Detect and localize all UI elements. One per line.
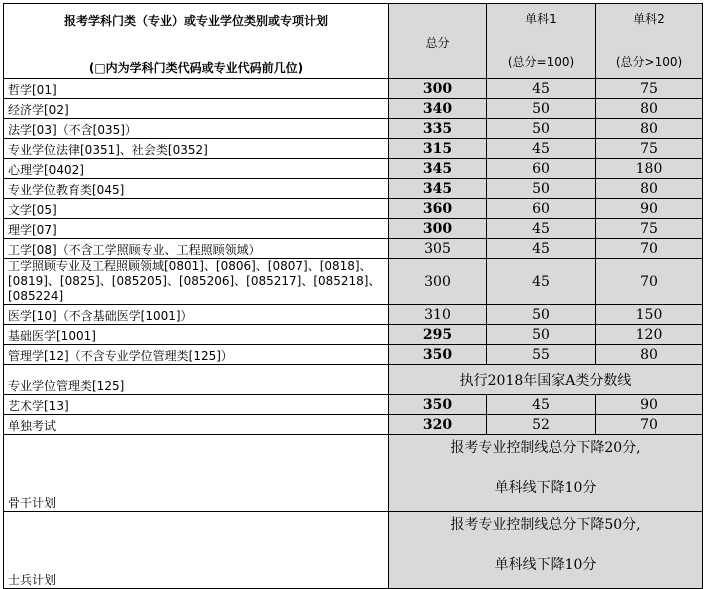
row-single2: 80	[596, 119, 703, 139]
row-single2: 90	[596, 395, 703, 415]
table-row	[4, 395, 703, 415]
table-row	[4, 345, 703, 365]
table-row	[4, 219, 703, 239]
header-category	[4, 4, 389, 79]
row-single1: 45	[487, 259, 596, 305]
row-single2: 75	[596, 79, 703, 99]
row-single2: 70	[596, 415, 703, 435]
row-single1: 45	[487, 239, 596, 259]
row-single1: 45	[487, 219, 596, 239]
header-row	[4, 4, 703, 79]
row-single2: 70	[596, 259, 703, 305]
row-category: 单独考试	[4, 415, 389, 435]
row-category: 专业学位教育类[045]	[4, 179, 389, 199]
row-single2: 80	[596, 345, 703, 365]
header-total: 总分	[389, 4, 487, 79]
table-row	[4, 365, 703, 395]
row-single1: 50	[487, 305, 596, 325]
table-row	[4, 239, 703, 259]
row-category: 工学照顾专业及工程照顾领域[0801]、[0806]、[0807]、[0818]、[0819]、[0825]、[085205]、[085206]、[085217]、[085218]、[085224]	[4, 259, 389, 305]
row-single1: 50	[487, 325, 596, 345]
table-row	[4, 415, 703, 435]
header-category-line2: (□内为学科门类代码或专业代码前几位)	[88, 61, 304, 75]
row-single2: 80	[596, 179, 703, 199]
table-row	[4, 325, 703, 345]
table-row	[4, 259, 703, 305]
row-total: 300	[389, 259, 487, 305]
table-row	[4, 79, 703, 99]
row-category: 经济学[02]	[4, 99, 389, 119]
row-total: 315	[389, 139, 487, 159]
row-total: 345	[389, 179, 487, 199]
table-row	[4, 435, 703, 512]
row-category: 基础医学[1001]	[4, 325, 389, 345]
row-total: 320	[389, 415, 487, 435]
row-category: 管理学[12]（不含专业学位管理类[125]）	[4, 345, 389, 365]
row-merged-note: 执行2018年国家A类分数线	[389, 365, 703, 395]
row-total: 350	[389, 345, 487, 365]
row-single2: 75	[596, 139, 703, 159]
row-single2: 120	[596, 325, 703, 345]
row-category: 文学[05]	[4, 199, 389, 219]
row-total: 300	[389, 219, 487, 239]
row-category: 专业学位法律[0351]、社会类[0352]	[4, 139, 389, 159]
row-single1: 45	[487, 139, 596, 159]
row-total: 305	[389, 239, 487, 259]
row-single2: 70	[596, 239, 703, 259]
row-single1: 50	[487, 179, 596, 199]
row-total: 310	[389, 305, 487, 325]
row-single1: 50	[487, 99, 596, 119]
header-category-line1: 报考学科门类（专业）或专业学位类别或专项计划	[63, 14, 328, 28]
row-single2: 75	[596, 219, 703, 239]
row-total: 360	[389, 199, 487, 219]
row-single2: 180	[596, 159, 703, 179]
row-merged-note: 报考专业控制线总分下降20分, 单科线下降10分	[389, 435, 703, 512]
row-single1: 45	[487, 79, 596, 99]
table-row	[4, 199, 703, 219]
row-total: 345	[389, 159, 487, 179]
table-row	[4, 179, 703, 199]
table-row	[4, 305, 703, 325]
row-category: 哲学[01]	[4, 79, 389, 99]
row-single2: 150	[596, 305, 703, 325]
row-total: 350	[389, 395, 487, 415]
row-single1: 60	[487, 199, 596, 219]
row-single2: 90	[596, 199, 703, 219]
row-single1: 50	[487, 119, 596, 139]
table-row	[4, 512, 703, 589]
row-total: 340	[389, 99, 487, 119]
row-category: 士兵计划	[4, 512, 389, 589]
table-row	[4, 119, 703, 139]
row-category: 专业学位管理类[125]	[4, 365, 389, 395]
row-category: 心理学[0402]	[4, 159, 389, 179]
row-category: 艺术学[13]	[4, 395, 389, 415]
table-row	[4, 99, 703, 119]
row-single1: 45	[487, 395, 596, 415]
header-single1: 单科1 (总分=100)	[487, 4, 596, 79]
table-row	[4, 159, 703, 179]
row-single1: 55	[487, 345, 596, 365]
row-total: 295	[389, 325, 487, 345]
row-single1: 60	[487, 159, 596, 179]
row-merged-note: 报考专业控制线总分下降50分, 单科线下降10分	[389, 512, 703, 589]
row-category: 工学[08]（不含工学照顾专业、工程照顾领域）	[4, 239, 389, 259]
table-row	[4, 139, 703, 159]
row-category: 医学[10]（不含基础医学[1001]）	[4, 305, 389, 325]
row-total: 300	[389, 79, 487, 99]
row-single1: 52	[487, 415, 596, 435]
row-category: 法学[03]（不含[035]）	[4, 119, 389, 139]
row-category: 理学[07]	[4, 219, 389, 239]
header-single2: 单科2 (总分>100)	[596, 4, 703, 79]
row-single2: 80	[596, 99, 703, 119]
row-total: 335	[389, 119, 487, 139]
row-category: 骨干计划	[4, 435, 389, 512]
score-line-table	[3, 3, 703, 589]
